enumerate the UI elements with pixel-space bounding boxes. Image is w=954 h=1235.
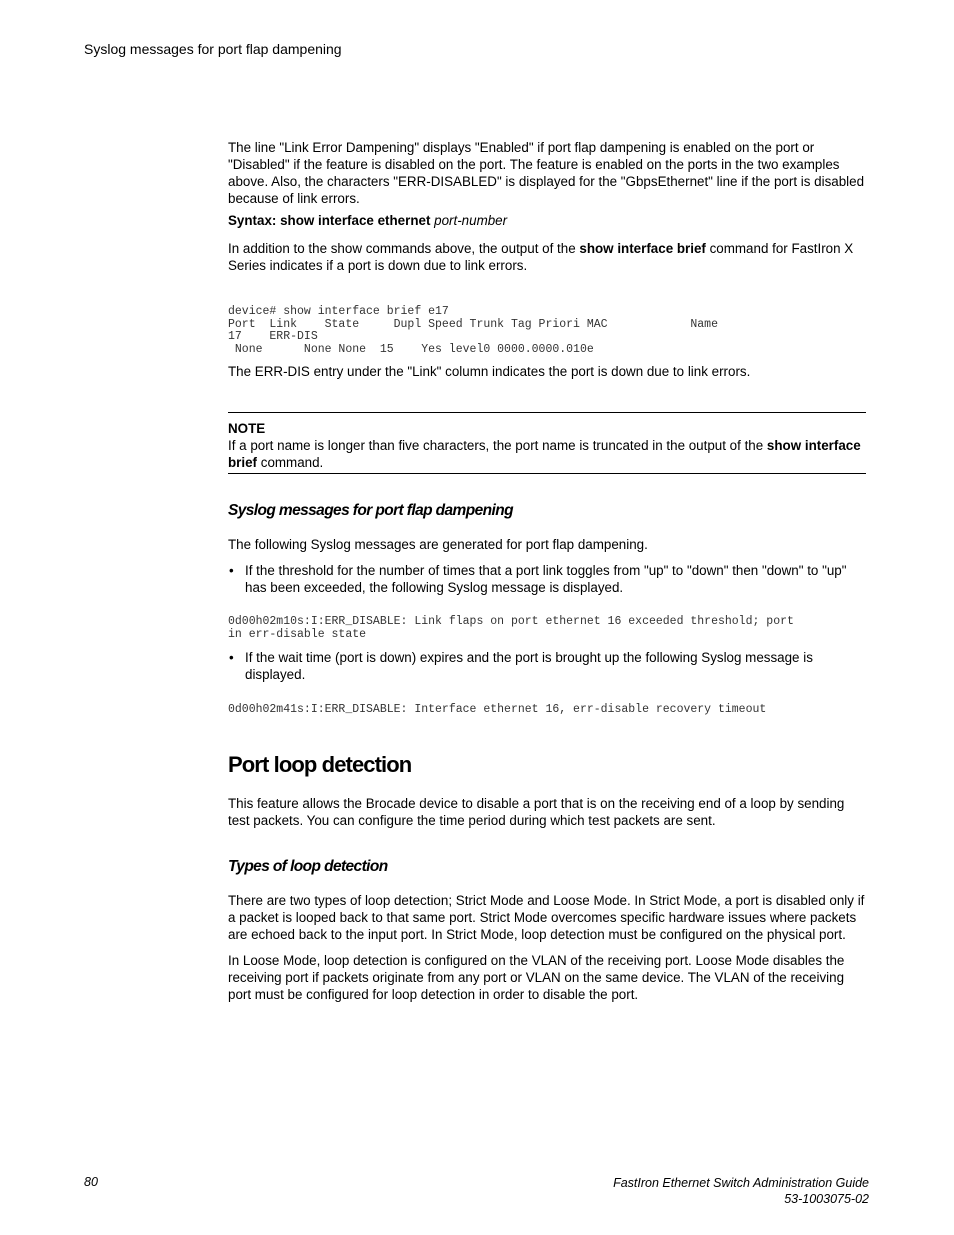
syntax-line — [228, 212, 866, 229]
paragraph-following-syslog: The following Syslog messages are generated for port flap dampening. — [228, 537, 648, 552]
heading-port-loop-detection: Port loop detection — [228, 751, 412, 777]
syslog-list-2 — [228, 649, 866, 683]
list-item-text: If the wait time (port is down) expires and the port is brought up the following Syslog message is displayed. — [245, 650, 813, 682]
paragraph-strict-mode: There are two types of loop detection; Strict Mode and Loose Mode. In Strict Mode, a port is disabled only if a packet is looped back to that same port. Strict Mode overcomes specific hardware issues where packets are echoed back to the input port. In Strict Mode, loop detection must be configured on the physical port. — [228, 892, 865, 942]
syntax-label: Syntax: show interface ethernet — [228, 213, 431, 228]
syslog-list-1 — [228, 562, 866, 596]
heading-syslog-messages: Syslog messages for port flap dampening — [228, 502, 513, 519]
list-item-text: If the threshold for the number of times that a port link toggles from "up" to "down" then "down" to "up" has been exceeded, the following Syslog message is displayed. — [245, 563, 847, 595]
page-number: 80 — [84, 1175, 98, 1189]
paragraph-loop-feature: This feature allows the Brocade device to disable a port that is on the receiving end of a loop by sending test packets. You can configure the time period during which test packets are sent. — [228, 795, 845, 828]
addition-text-1: In addition to the show commands above, the output of the — [228, 241, 580, 256]
list-item — [228, 562, 866, 596]
paragraph-err-dis: The ERR-DIS entry under the "Link" column indicates the port is down due to link errors. — [228, 364, 751, 379]
doc-number: 53-1003075-02 — [784, 1192, 869, 1206]
addition-bold: show interface brief — [579, 241, 706, 256]
note-title: NOTE — [228, 421, 266, 436]
note-text-1: If a port name is longer than five characters, the port name is truncated in the output of the — [228, 438, 767, 453]
guide-title: FastIron Ethernet Switch Administration Guide — [613, 1176, 869, 1190]
page-content — [228, 139, 866, 1003]
syntax-param: port-number — [434, 213, 508, 228]
code-syslog-link-flaps: 0d00h02m10s:I:ERR_DISABLE: Link flaps on port ethernet 16 exceeded threshold; port in err-disable state — [228, 615, 794, 641]
note-text-2: command. — [257, 455, 324, 470]
paragraph-show-interface-brief — [228, 240, 866, 274]
code-syslog-recovery: 0d00h02m41s:I:ERR_DISABLE: Interface ethernet 16, err-disable recovery timeout — [228, 703, 767, 716]
paragraph-loose-mode: In Loose Mode, loop detection is configured on the VLAN of the receiving port. Loose Mode disables the receiving port if packets originate from any port or VLAN on the same device. The VLAN of the receiving port must be configured for loop detection in order to disable the port. — [228, 952, 845, 1002]
addition-text-2: command for FastIron X Series indicates if a port is down due to link errors. — [228, 241, 854, 273]
bullet-icon: • — [229, 563, 234, 578]
paragraph-link-error-dampening: The line "Link Error Dampening" displays "Enabled" if port flap dampening is enabled on the port or "Disabled" if the feature is disabled on the port. The feature is enabled on the ports in the two examples above. Also, the characters "ERR-DISABLED" is displayed for the "GbpsEthernet" line if the port is disabled because of link errors. — [228, 140, 865, 206]
heading-types-of-loop-detection: Types of loop detection — [228, 857, 388, 875]
code-show-interface-brief: device# show interface brief e17 Port Link State Dupl Speed Trunk Tag Priori MAC Name 17 ERR-DIS None None None 15 Yes level0 0000.0000.010e — [228, 305, 718, 356]
footer-doc-info — [613, 1175, 869, 1207]
note-text — [228, 437, 866, 471]
bullet-icon: • — [229, 650, 234, 665]
note-box — [228, 412, 866, 474]
note-bold: show interface brief — [228, 438, 861, 470]
list-item — [228, 649, 866, 683]
running-head: Syslog messages for port flap dampening — [84, 41, 342, 57]
